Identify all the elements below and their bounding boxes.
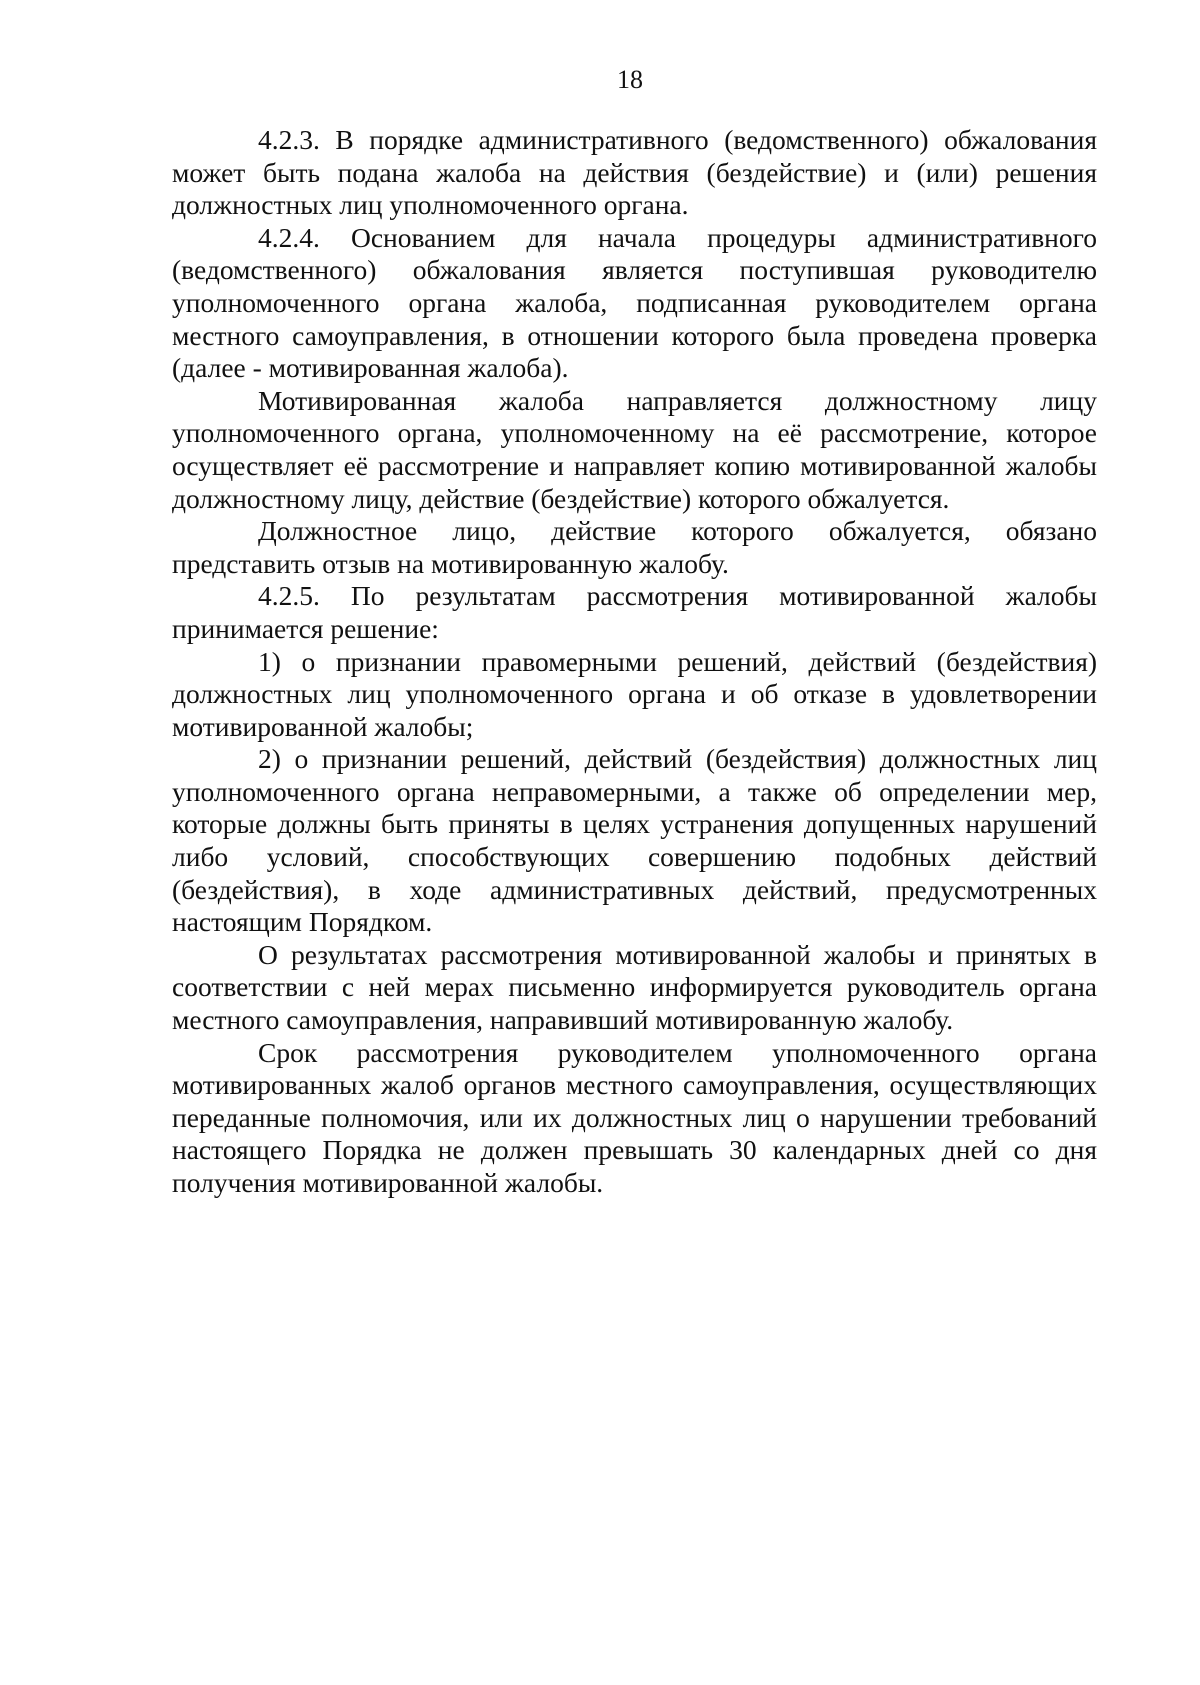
paragraph-4-2-4: 4.2.4. Основанием для начала процедуры административного (ведомственного) обжалования является поступившая руководителю уполномоченного органа жалоба, подписанная руководителем органа местного самоуправления, в отношении которого была проведена проверка (далее - мотивированная жалоба). <box>172 221 1097 384</box>
paragraph-motivated-complaint-routing: Мотивированная жалоба направляется должностному лицу уполномоченного органа, уполномоченному на её рассмотрение, которое осуществляет её рассмотрение и направляет копию мотивированной жалобы должностному лицу, действие (бездействие) которого обжалуется. <box>172 384 1097 514</box>
paragraph-4-2-5: 4.2.5. По результатам рассмотрения мотивированной жалобы принимается решение: <box>172 580 1097 644</box>
paragraph-review-deadline: Срок рассмотрения руководителем уполномоченного органа мотивированных жалоб органов местного самоуправления, осуществляющих переданные полномочия, или их должностных лиц о нарушении требований настоящего Порядка не должен превышать 30 календарных дней со дня получения мотивированной жалобы. <box>172 1036 1097 1198</box>
document-body <box>172 124 1097 1200</box>
paragraph-decision-option-1: 1) о признании правомерными решений, действий (бездействия) должностных лиц уполномоченного органа и об отказе в удовлетворении мотивированной жалобы; <box>172 645 1097 742</box>
paragraph-decision-option-2: 2) о признании решений, действий (бездействия) должностных лиц уполномоченного органа неправомерными, а также об определении мер, которые должны быть приняты в целях устранения допущенных нарушений либо условий, способствующих совершению подобных действий (бездействия), в ходе административных действий, предусмотренных настоящим Порядком. <box>172 743 1097 938</box>
paragraph-4-2-3: 4.2.3. В порядке административного (ведомственного) обжалования может быть подана жалоба на действия (бездействие) и (или) решения должностных лиц уполномоченного органа. <box>172 124 1097 221</box>
paragraph-notification: О результатах рассмотрения мотивированной жалобы и принятых в соответствии с ней мерах письменно информируется руководитель органа местного самоуправления, направивший мотивированную жалобу. <box>172 938 1097 1036</box>
paragraph-official-response: Должностное лицо, действие которого обжалуется, обязано представить отзыв на мотивированную жалобу. <box>172 515 1097 579</box>
page-number: 18 <box>617 65 643 94</box>
